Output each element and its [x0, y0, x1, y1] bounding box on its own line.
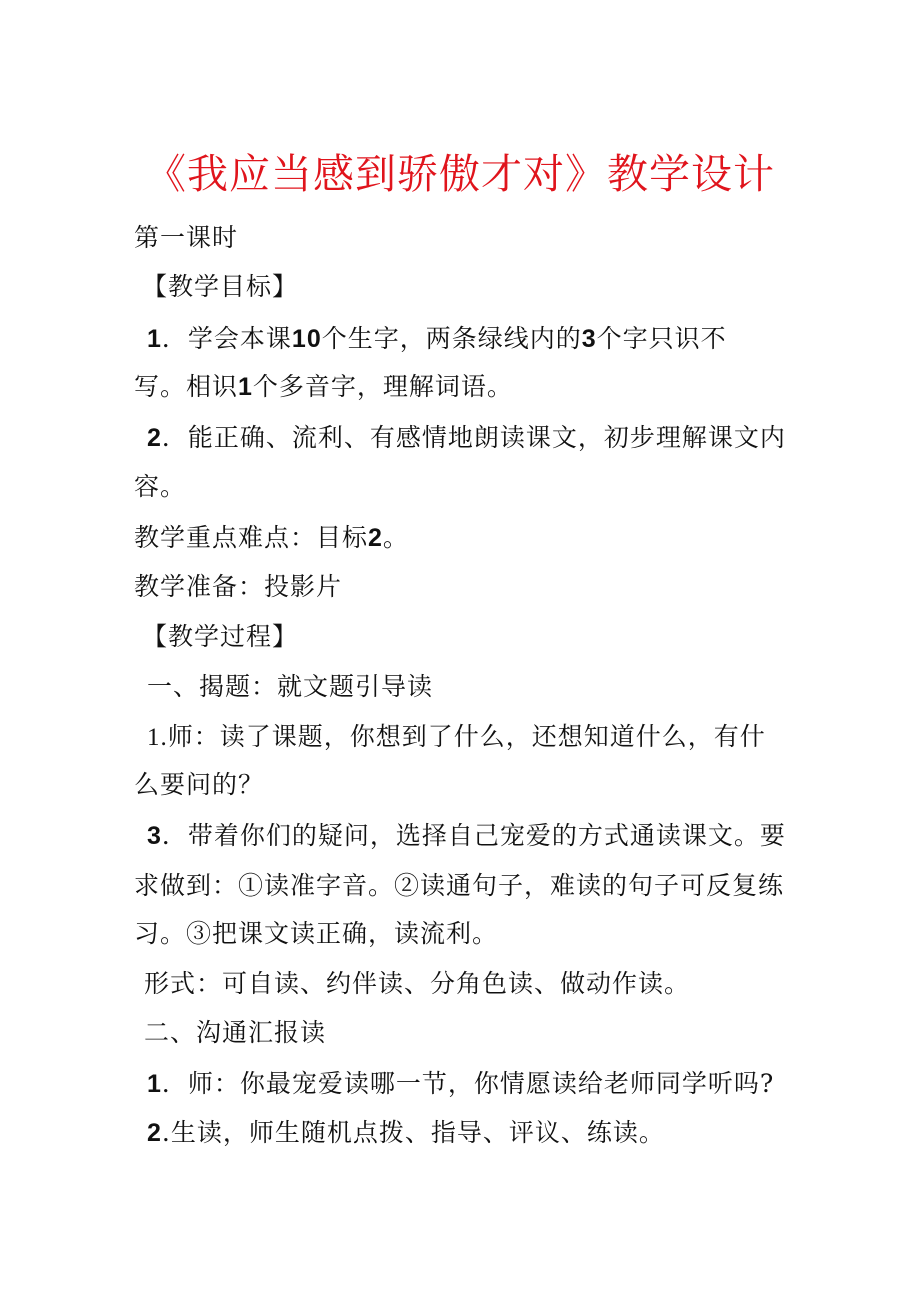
goal-1-number: 1 — [147, 325, 162, 353]
key-point-text: 教学重点难点：目标 — [134, 523, 369, 552]
goal-2-line-1 — [147, 420, 786, 456]
section-2-heading: 二、沟通汇报读 — [144, 1018, 327, 1047]
section-2-item-2-number: 2 — [147, 1119, 162, 1147]
goal-1-count-green: 3 — [581, 325, 597, 353]
goal-1-text-b: 个生字，两条绿线内的 — [321, 324, 582, 353]
goal-1-line-2 — [134, 369, 513, 405]
section-2-item-2-text: .生读，师生随机点拨、指导、评议、练读。 — [161, 1118, 665, 1147]
goal-1-text-a: ．学会本课 — [161, 324, 292, 353]
key-point-number: 2 — [368, 524, 383, 552]
goal-2-number: 2 — [147, 424, 162, 452]
goal-1-line2-b: 个多音字，理解词语。 — [252, 372, 513, 401]
document-title: 《我应当感到骄傲才对》教学设计 — [145, 150, 775, 198]
section-1-item-1-text: 师：读了课题，你想到了什么，还想知道什么，有什 — [167, 722, 766, 751]
section-2-item-1-number: 1 — [147, 1070, 162, 1098]
section-1-item-1-line-2: 么要问的？ — [134, 770, 265, 799]
goal-2-line-2: 容。 — [134, 472, 187, 501]
key-point-end: 。 — [382, 523, 409, 552]
section-1-heading: 一、揭题：就文题引导读 — [147, 672, 434, 701]
goal-2-text: ．能正确、流利、有感情地朗读课文，初步理解课文内 — [161, 423, 786, 452]
goals-heading: 【教学目标】 — [142, 272, 299, 301]
lesson-label: 第一课时 — [134, 223, 239, 252]
section-1-item-1-number: 1. — [147, 724, 168, 751]
preparation-line: 教学准备：投影片 — [134, 572, 343, 601]
goal-1-line2-a: 写。相识 — [134, 372, 239, 401]
section-1-item-3-line-3: 习。③把课文读正确，读流利。 — [134, 919, 499, 948]
section-1-item-3-line-1 — [147, 818, 786, 854]
goal-1-count-polyphone: 1 — [238, 373, 253, 401]
process-heading: 【教学过程】 — [142, 622, 299, 651]
section-2-item-1 — [147, 1066, 774, 1102]
section-1-item-1-line-1 — [147, 719, 766, 756]
goal-1-line-1 — [147, 321, 727, 357]
goal-1-text-c: 个字只识不 — [596, 324, 727, 353]
section-1-item-3-line-2: 求做到：①读准字音。②读通句子，难读的句子可反复练 — [134, 871, 785, 900]
section-1-item-3-text: ．带着你们的疑问，选择自己宠爱的方式通读课文。要 — [161, 821, 786, 850]
key-point-line — [134, 520, 409, 556]
goal-1-count-chars: 10 — [291, 325, 322, 353]
section-2-item-1-text: ．师：你最宠爱读哪一节，你情愿读给老师同学听吗? — [161, 1069, 775, 1098]
section-1-form: 形式：可自读、约伴读、分角色读、做动作读。 — [144, 969, 691, 998]
section-2-item-2 — [147, 1115, 665, 1151]
section-1-item-3-number: 3 — [147, 822, 162, 850]
